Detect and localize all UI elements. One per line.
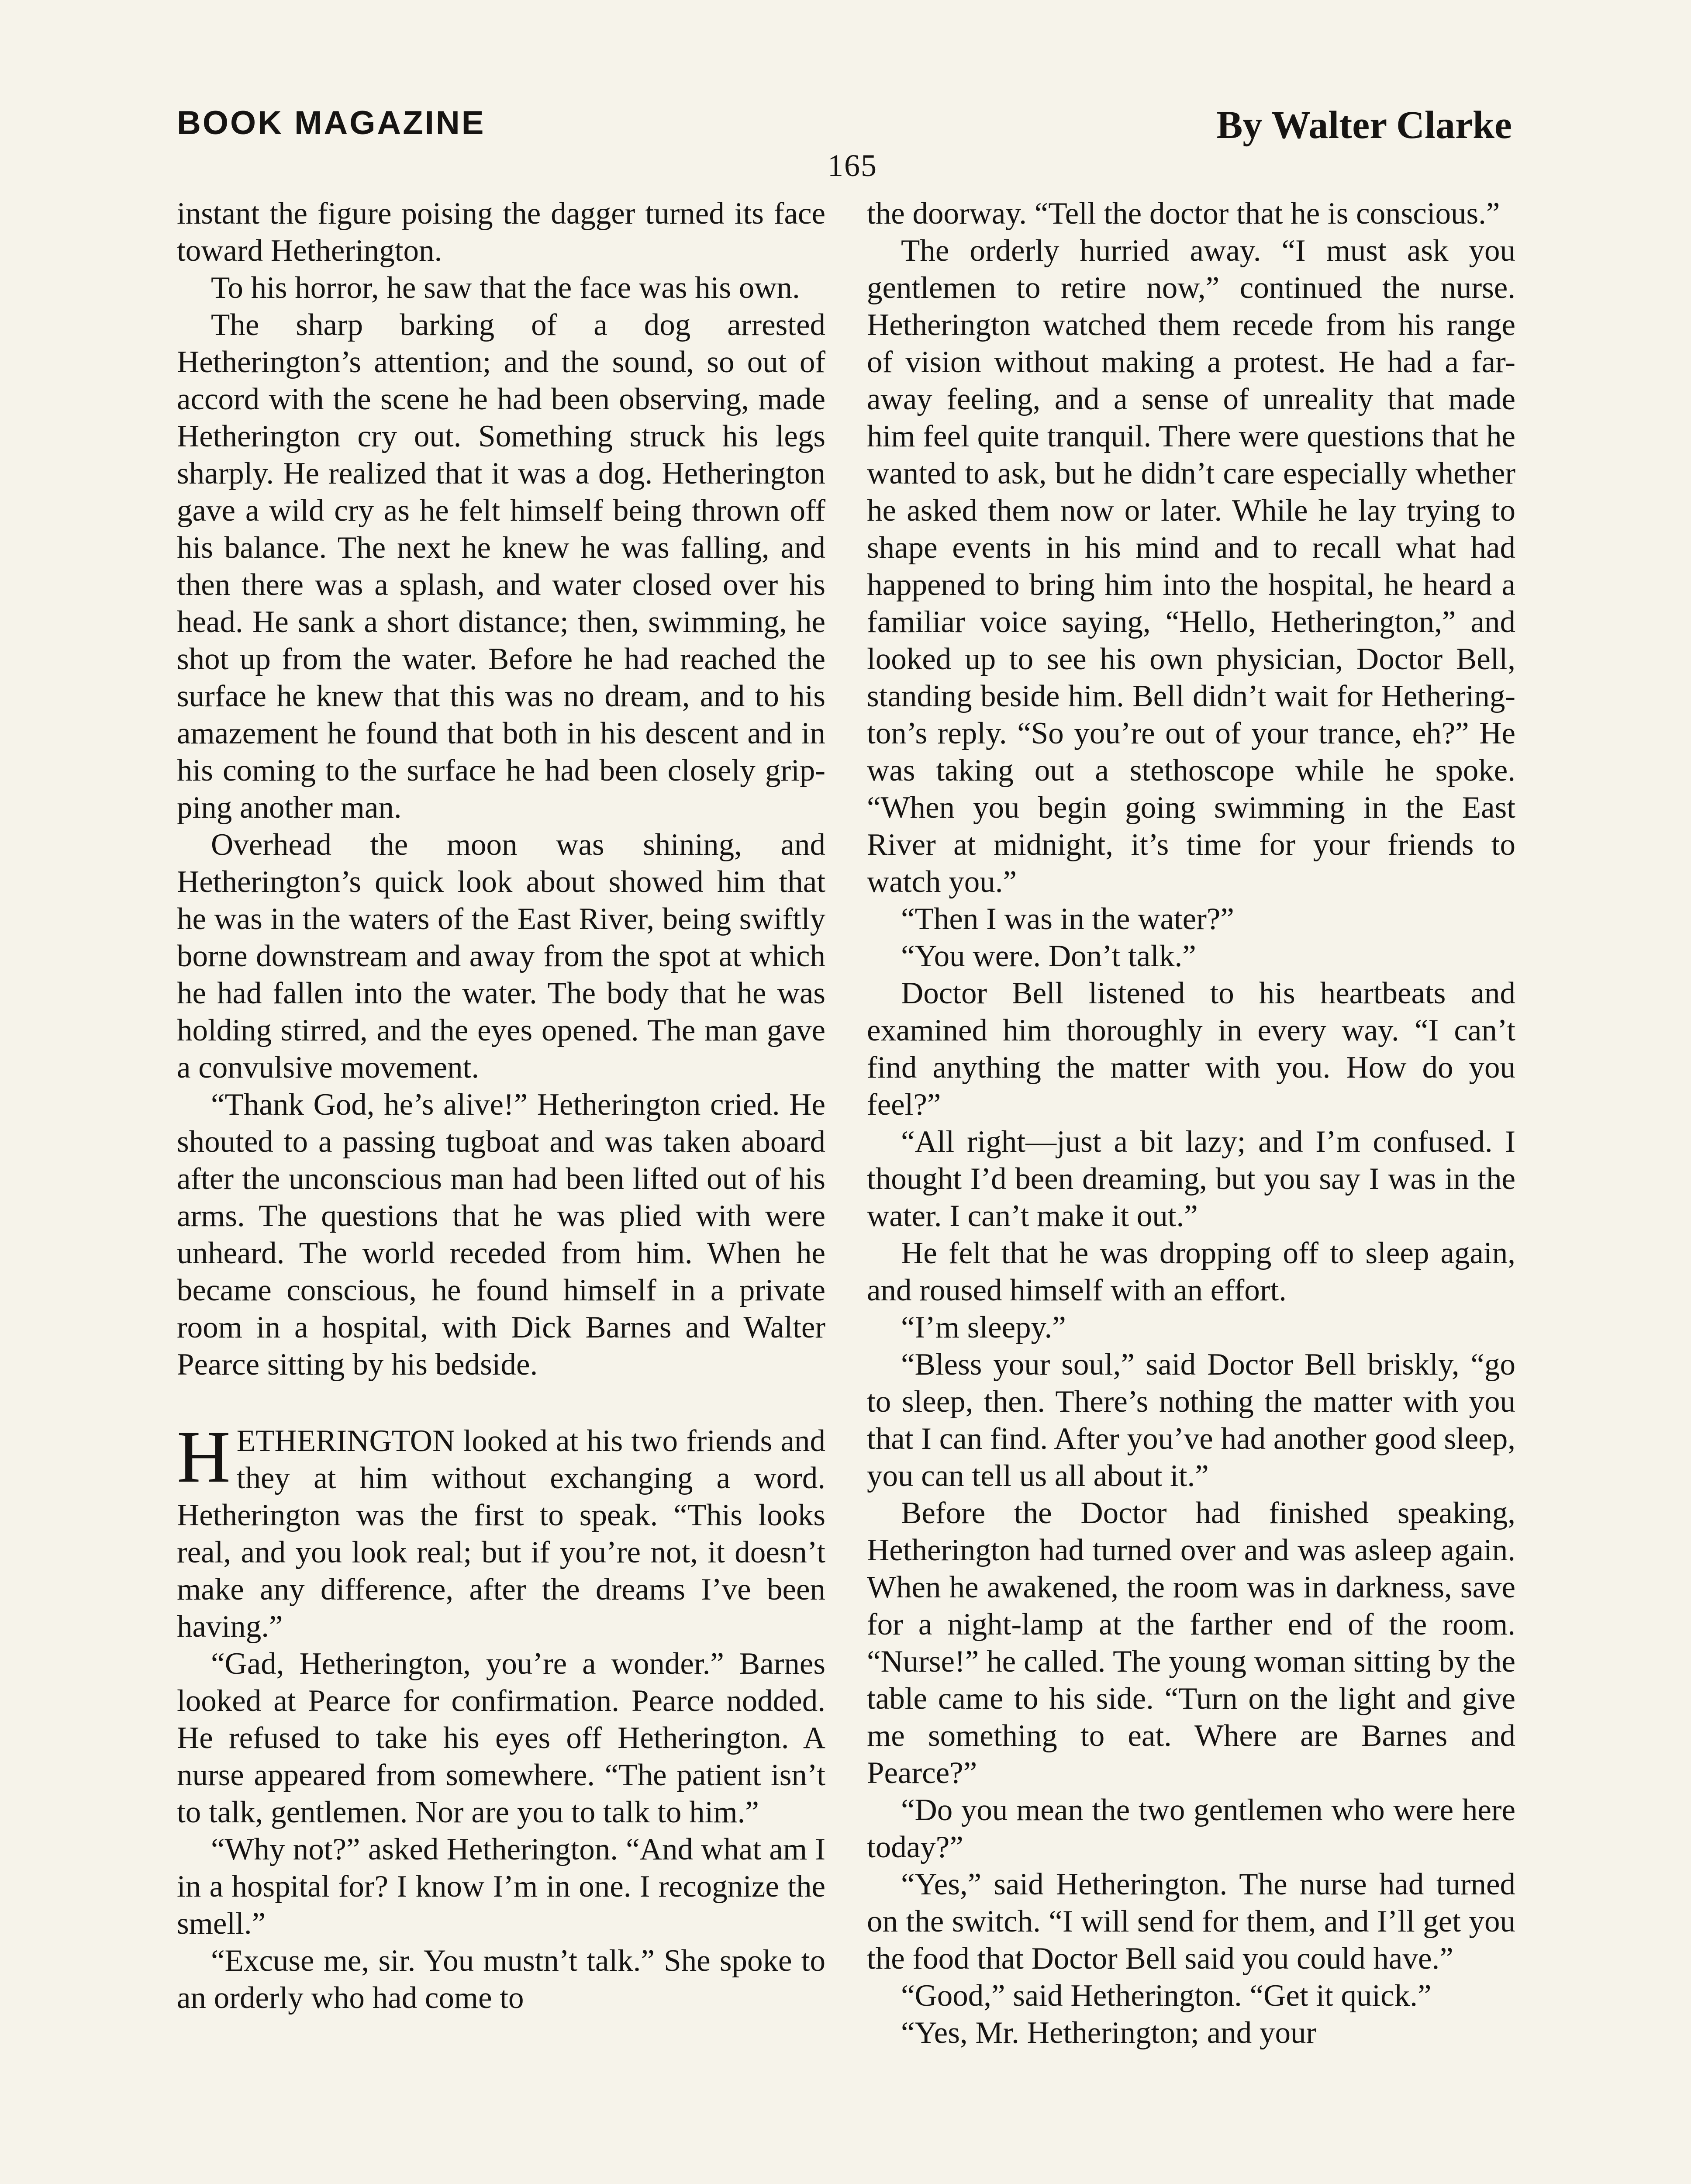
left-column <box>177 195 825 2017</box>
paragraph: “I’m sleepy.” <box>901 1310 1066 1344</box>
paragraph: “Bless your soul,” said Doctor Bell briskly, “go to sleep, then. There’s nothing the matter with you that I can find. After you’ve had another good sleep, you can tell us all about it.” <box>867 1348 1515 1493</box>
author-byline: By Walter Clarke <box>1216 104 1512 147</box>
paragraph: He felt that he was dropping off to sleep again, and roused himself with an effort. <box>867 1236 1515 1307</box>
paragraph: “Good,” said Hetherington. “Get it quick.” <box>901 1979 1432 2013</box>
right-column <box>867 195 1515 2052</box>
paragraph: The orderly hurried away. “I must ask you gentlemen to retire now,” continued the nurse. Hetherington watched them recede from his range of vision without making a protest. He had a far-away feeling, and a sense of unreality that made him feel quite tranquil. There were questions that he wanted to ask, but he didn’t care especially whether he asked them now or later. While he lay trying to shape events in his mind and to recall what had happened to bring him into the hospital, he heard a familiar voice saying, “Hello, Hetherington,” and looked up to see his own physician, Doctor Bell, standing beside him. Bell didn’t wait for Hetherington’s reply. “So you’re out of your trance, eh?” He was taking out a stethoscope while he spoke. “When you begin going swimming in the East River at midnight, it’s time for your friends to watch you.” <box>867 234 1515 899</box>
paragraph: “Thank God, he’s alive!” Hetherington cried. He shouted to a passing tugboat and was taken aboard after the unconscious man had been lifted out of his arms. The questions that he was plied with were unheard. The world receded from him. When he became conscious, he found himself in a private room in a hospital, with Dick Barnes and Walter Pearce sitting by his bedside. <box>177 1088 825 1382</box>
paragraph: “Excuse me, sir. You mustn’t talk.” She spoke to an orderly who had come to <box>177 1944 825 2015</box>
paragraph: “Why not?” asked Hetherington. “And what am I in a hospital for? I know I’m in one. I recognize the smell.” <box>177 1832 825 1941</box>
paragraph: Before the Doctor had finished speaking, Hetherington had turned over and was asleep again. When he awakened, the room was in darkness, save for a night-lamp at the farther end of the room. “Nurse!” he called. The young woman sitting by the table came to his side. “Turn on the light and give me something to eat. Where are Barnes and Pearce?” <box>867 1496 1515 1790</box>
paragraph-text: ETHERINGTON looked at his two friends and they at him without exchanging a word. Hetherington was the first to speak. “This looks real, and you look real; but if you’re not, it doesn’t make any difference, after the dreams I’ve been having.” <box>177 1424 825 1644</box>
paragraph: “You were. Don’t talk.” <box>901 939 1196 973</box>
page-number: 165 <box>828 148 877 183</box>
paragraph: The sharp barking of a dog arrested Hetherington’s attention; and the sound, so out of accord with the scene he had been observing, made Hetherington cry out. Something struck his legs sharply. He realized that it was a dog. Hetherington gave a wild cry as he felt himself being thrown off his balance. The next he knew he was falling, and then there was a splash, and water closed over his head. He sank a short distance; then, swimming, he shot up from the water. Before he had reached the surface he knew that this was no dream, and to his amazement he found that both in his descent and in his coming to the surface he had been closely gripping another man. <box>177 308 825 825</box>
paragraph: the doorway. “Tell the doctor that he is conscious.” <box>867 197 1500 231</box>
magazine-title: BOOK MAGAZINE <box>177 104 486 142</box>
paragraph: To his horror, he saw that the face was his own. <box>211 271 800 305</box>
paragraph: “Then I was in the water?” <box>901 902 1234 936</box>
paragraph: “All right—just a bit lazy; and I’m confused. I thought I’d been dreaming, but you say I was in the water. I can’t make it out.” <box>867 1125 1515 1233</box>
paragraph: “Yes,” said Hetherington. The nurse had turned on the switch. “I will send for them, and I’ll get you the food that Doctor Bell said you could have.” <box>867 1867 1515 1976</box>
paragraph: instant the figure poising the dagger turned its face toward Hetherington. <box>177 197 825 268</box>
paragraph: “Yes, Mr. Hetherington; and your <box>901 2016 1317 2050</box>
paragraph: “Do you mean the two gentlemen who were here today?” <box>867 1793 1515 1864</box>
paragraph: Doctor Bell listened to his heartbeats and examined him thoroughly in every way. “I can’t find anything the matter with you. How do you feel?” <box>867 976 1515 1122</box>
paragraph: “Gad, Hetherington, you’re a wonder.” Barnes looked at Pearce for confirmation. Pearce nodded. He refused to take his eyes off Hetherington. A nurse appeared from somewhere. “The patient isn’t to talk, gentlemen. Nor are you to talk to him.” <box>177 1647 825 1829</box>
drop-cap: H <box>177 1416 231 1498</box>
section-opening-paragraph <box>177 1416 825 1645</box>
paragraph: Overhead the moon was shining, and Hetherington’s quick look about showed him that he was in the waters of the East River, being swiftly borne downstream and away from the spot at which he had fallen into the water. The body that he was holding stirred, and the eyes opened. The man gave a convulsive movement. <box>177 828 825 1085</box>
